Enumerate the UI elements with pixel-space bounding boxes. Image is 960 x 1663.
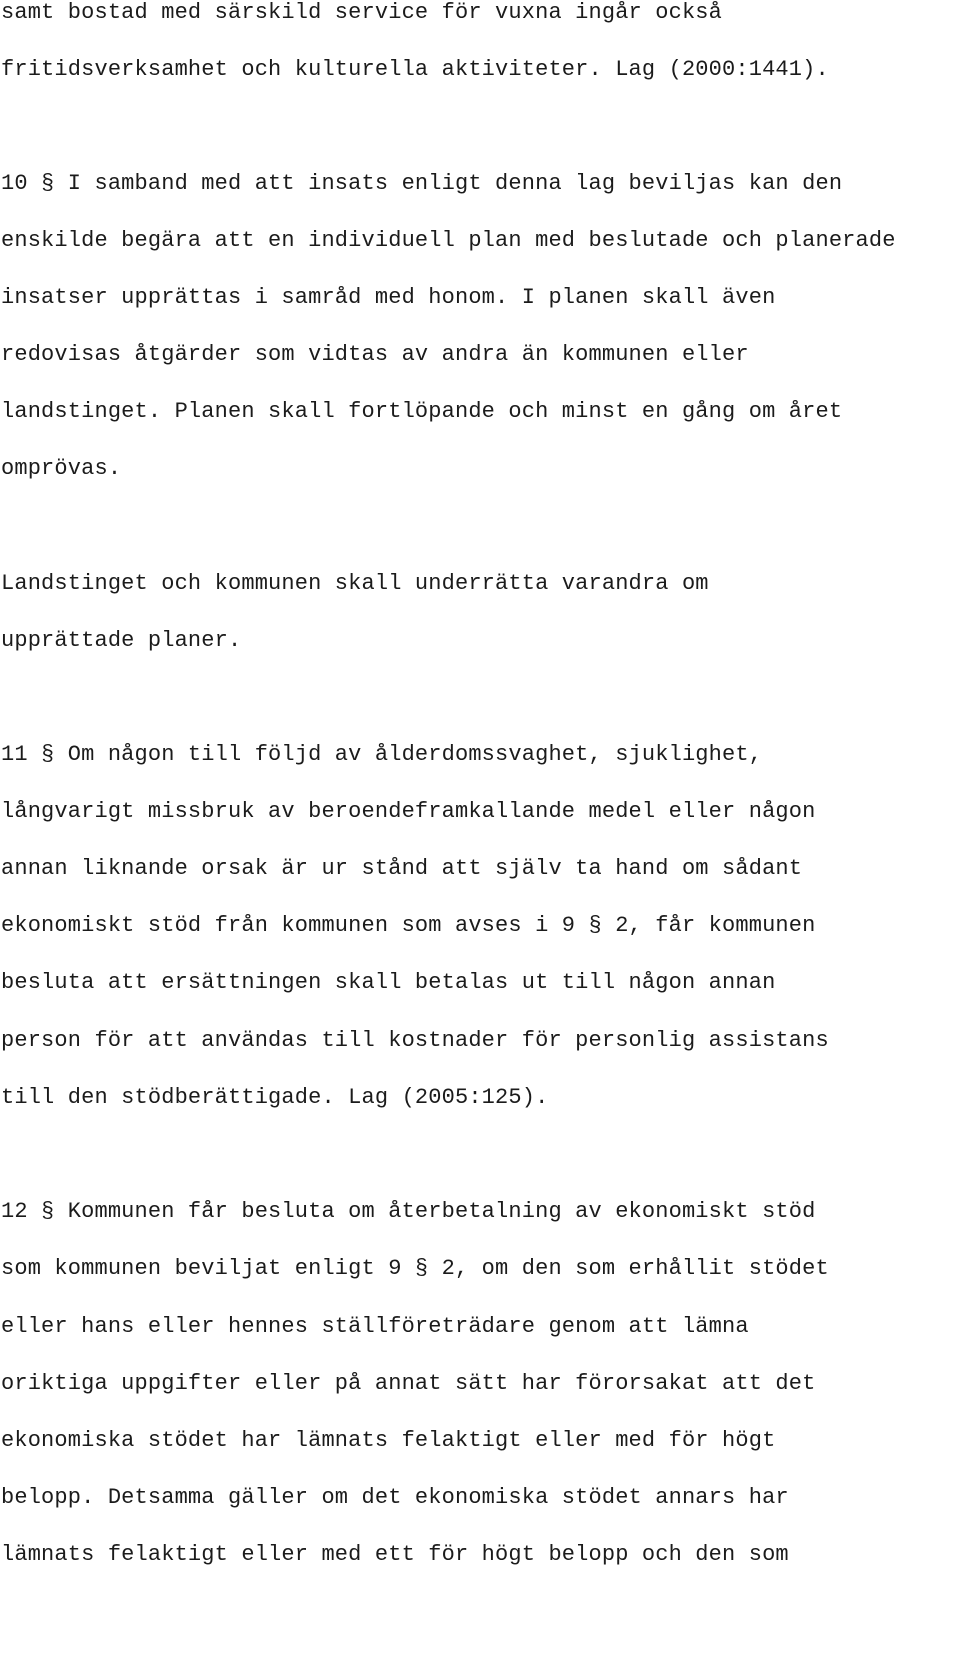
text-line: ekonomiskt stöd från kommunen som avses i 9 § 2, får kommunen bbox=[1, 913, 816, 938]
text-line: insatser upprättas i samråd med honom. I planen skall även bbox=[1, 285, 776, 310]
text-line: ekonomiska stödet har lämnats felaktigt eller med för högt bbox=[1, 1428, 776, 1453]
section-12-heading-line: 12 § Kommunen får besluta om återbetalning av ekonomiskt stöd bbox=[1, 1199, 816, 1224]
text-line: Landstinget och kommunen skall underrätta varandra om bbox=[1, 571, 709, 596]
text-line: upprättade planer. bbox=[1, 628, 242, 653]
text-line: enskilde begära att en individuell plan med beslutade och planerade bbox=[1, 228, 896, 253]
text-line: redovisas åtgärder som vidtas av andra än kommunen eller bbox=[1, 342, 749, 367]
text-line: omprövas. bbox=[1, 456, 122, 481]
text-line: som kommunen beviljat enligt 9 § 2, om den som erhållit stödet bbox=[1, 1256, 829, 1281]
text-line: långvarigt missbruk av beroendeframkallande medel eller någon bbox=[1, 799, 816, 824]
text-line: annan liknande orsak är ur stånd att själv ta hand om sådant bbox=[1, 856, 803, 881]
text-line: oriktiga uppgifter eller på annat sätt har förorsakat att det bbox=[1, 1371, 816, 1396]
text-line: fritidsverksamhet och kulturella aktiviteter. Lag (2000:1441). bbox=[1, 57, 829, 82]
section-10-heading-line: 10 § I samband med att insats enligt denna lag beviljas kan den bbox=[1, 171, 843, 196]
text-line: landstinget. Planen skall fortlöpande och minst en gång om året bbox=[1, 399, 843, 424]
text-line: eller hans eller hennes ställföreträdare genom att lämna bbox=[1, 1314, 749, 1339]
text-line: samt bostad med särskild service för vuxna ingår också bbox=[1, 0, 723, 25]
text-line: lämnats felaktigt eller med ett för högt belopp och den som bbox=[1, 1542, 789, 1567]
text-line: till den stödberättigade. Lag (2005:125). bbox=[1, 1085, 549, 1110]
text-line: besluta att ersättningen skall betalas ut till någon annan bbox=[1, 970, 776, 995]
text-line: person för att användas till kostnader för personlig assistans bbox=[1, 1028, 829, 1053]
text-line: belopp. Detsamma gäller om det ekonomiska stödet annars har bbox=[1, 1485, 789, 1510]
section-11-heading-line: 11 § Om någon till följd av ålderdomssvaghet, sjuklighet, bbox=[1, 742, 763, 767]
